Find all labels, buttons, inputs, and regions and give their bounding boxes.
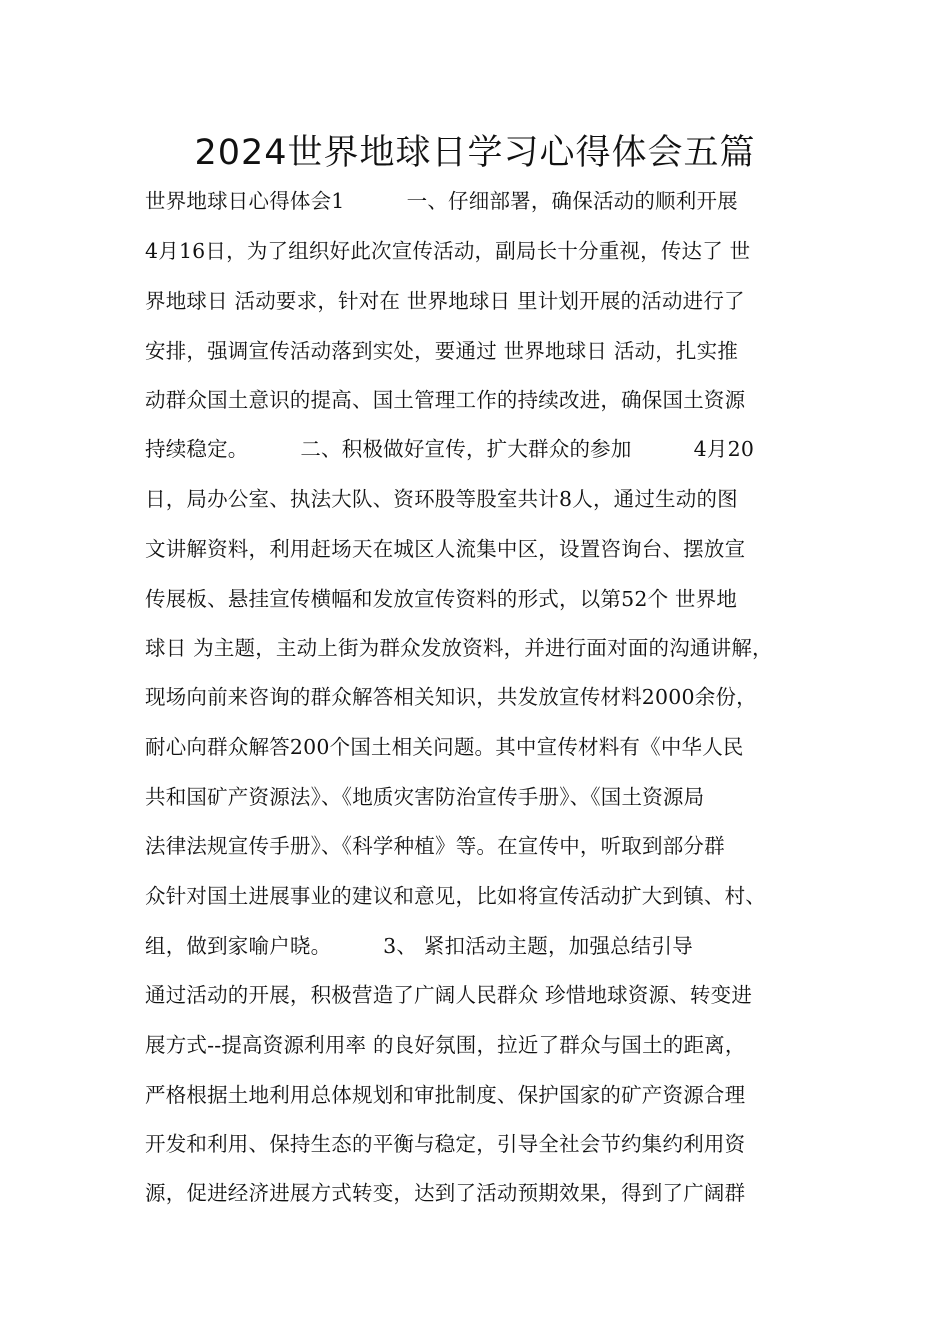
- paragraph-line: 源，促进经济进展方式转变，达到了活动预期效果，得到了广阔群: [145, 1181, 746, 1205]
- paragraph-line: 展方式--提高资源利用率 的良好氛围，拉近了群众与国土的距离，: [145, 1033, 746, 1057]
- paragraph-line: 耐心向群众解答200个国土相关问题。其中宣传材料有《中华人民: [145, 735, 744, 759]
- paragraph-line: 4月16日，为了组织好此次宣传活动，副局长十分重视，传达了 世: [145, 239, 751, 263]
- document-title: 2024世界地球日学习心得体会五篇: [194, 133, 756, 173]
- paragraph-line: 组，做到家喻户晓。 3、 紧扣活动主题，加强总结引导: [145, 934, 693, 958]
- paragraph-line: 持续稳定。 二、积极做好宣传，扩大群众的参加 4月20: [145, 437, 755, 461]
- paragraph-line: 日，局办公室、执法大队、资环股等股室共计8人，通过生动的图: [145, 487, 738, 511]
- paragraph-line: 法律法规宣传手册》、《科学种植》等。在宣传中，听取到部分群: [145, 834, 725, 858]
- paragraph-line: 动群众国土意识的提高、国土管理工作的持续改进，确保国土资源: [145, 388, 746, 412]
- paragraph-line: 开发和利用、保持生态的平衡与稳定，引导全社会节约集约利用资: [145, 1132, 746, 1156]
- paragraph-line: 界地球日 活动要求，针对在 世界地球日 里计划开展的活动进行了: [145, 289, 745, 313]
- paragraph-line: 传展板、悬挂宣传横幅和发放宣传资料的形式，以第52个 世界地: [145, 587, 738, 611]
- paragraph-line: 众针对国土进展事业的建议和意见，比如将宣传活动扩大到镇、村、: [145, 884, 766, 908]
- paragraph-line: 通过活动的开展，积极营造了广阔人民群众 珍惜地球资源、转变进: [145, 983, 753, 1007]
- paragraph-line: 现场向前来咨询的群众解答相关知识，共发放宣传材料2000余份，: [145, 685, 757, 709]
- paragraph-line: 球日 为主题，主动上街为群众发放资料，并进行面对面的沟通讲解，: [145, 636, 773, 660]
- paragraph-line: 严格根据土地利用总体规划和审批制度、保护国家的矿产资源合理: [145, 1083, 746, 1107]
- paragraph-line: 安排，强调宣传活动落到实处，要通过 世界地球日 活动，扎实推: [145, 339, 739, 363]
- paragraph-line: 共和国矿产资源法》、《地质灾害防治宣传手册》、《国土资源局: [145, 785, 705, 809]
- paragraph-line: 世界地球日心得体会1 一、仔细部署，确保活动的顺利开展: [145, 189, 738, 213]
- paragraph-line: 文讲解资料，利用赶场天在城区人流集中区，设置咨询台、摆放宣: [145, 537, 746, 561]
